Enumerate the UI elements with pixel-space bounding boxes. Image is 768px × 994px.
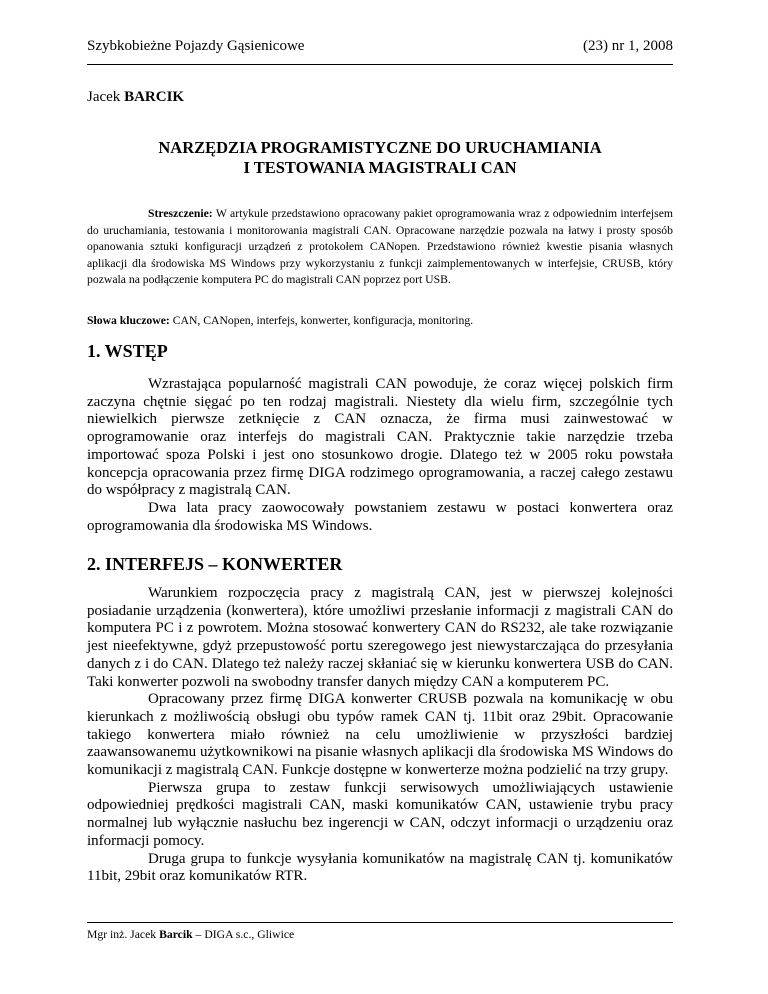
- journal-name: Szybkobieżne Pojazdy Gąsienicowe: [87, 38, 305, 54]
- paragraph: Wzrastająca popularność magistrali CAN powoduje, że coraz więcej polskich firm zaczyna chętnie sięgać po ten rodzaj magistrali. Niestety dla wielu firm, szczególnie tych niewielkich pierwsze zetknięcie z CAN oznacza, że firma musi zainwestować w oprogramowanie oraz interfejs do magistrali CAN. Praktycznie takie narzędzie trzeba importować spoza Polski i jest ono stosunkowo drogie. Dlatego też w 2005 roku powstała koncepcja opracowania przez firmę DIGA rodzimego oprogramowania, a raczej całego zestawu do współpracy z magistralą CAN.: [87, 376, 673, 499]
- author-line: [87, 89, 184, 106]
- paragraph: Warunkiem rozpoczęcia pracy z magistralą CAN, jest w pierwszej kolejności posiadanie urządzenia (konwertera), które umożliwi przesłanie informacji z magistrali CAN do komputera PC i z powrotem. Można stosować konwertery CAN do RS232, ale take rozwiązanie jest nieefektywne, gdyż przepustowość portu szeregowego jest niewystarczająca do przesyłania danych z i do CAN. Dlatego też należy raczej skłaniać się w kierunku konwertera USB do CAN. Taki konwerter pozwoli na swobodny transfer danych między CAN a komputerem PC.: [87, 585, 673, 690]
- running-header: [87, 38, 673, 65]
- issue-number: (23) nr 1, 2008: [583, 38, 673, 54]
- keywords-text: CAN, CANopen, interfejs, konwerter, konfiguracja, monitoring.: [172, 314, 474, 327]
- footer-name: Barcik: [159, 928, 193, 941]
- paper-title: [87, 138, 673, 178]
- title-line-2: I TESTOWANIA MAGISTRALI CAN: [243, 158, 517, 177]
- author-last-name: BARCIK: [124, 89, 185, 105]
- paragraph: Pierwsza grupa to zestaw funkcji serwisowych umożliwiających ustawienie odpowiedniej prędkości magistrali CAN, maski komunikatów CAN, ustawienie trybu pracy normalnej lub wyłącznie nasłuchu bez ingerencji w CAN, odczyt informacji o urządzeniu oraz informacji pomocy.: [87, 779, 673, 849]
- abstract: [87, 206, 673, 289]
- section-body-wstep: [87, 376, 673, 535]
- keywords-label: Słowa kluczowe:: [87, 314, 170, 327]
- paragraph: Opracowany przez firmę DIGA konwerter CRUSB pozwala na komunikację w obu kierunkach z możliwością obsługi obu typów ramek CAN tj. 11bit oraz 29bit. Opracowanie takiego konwertera miało również na celu umożliwienie w przyszłości bardziej zaawansowanemu użytkownikowi na pisanie własnych aplikacji dla środowiska MS Windows do komunikacji z magistralą CAN. Funkcje dostępne w konwerterze można podzielić na trzy grupy.: [87, 691, 673, 779]
- footnote-affiliation: [87, 922, 673, 941]
- section-heading-wstep: 1. WSTĘP: [87, 341, 168, 361]
- author-first-name: Jacek: [87, 89, 121, 105]
- abstract-text: W artykule przedstawiono opracowany pakiet oprogramowania wraz z odpowiednim interfejsem do uruchamiania, testowania i monitorowania magistrali CAN. Opracowane narzędzie pozwala na łatwy i prosty sposób opanowania sztuki konfiguracji urządzeń z protokołem CANopen. Przedstawiono również kwestie pisania własnych aplikacji dla środowiska MS Windows przy wykorzystaniu z funkcji zaimplementowanych w interfejsie, CRUSB, który pozwala na podłączenie komputera PC do magistrali CAN poprzez port USB.: [87, 207, 673, 286]
- footer-prefix: Mgr inż. Jacek: [87, 928, 160, 941]
- paragraph: Druga grupa to funkcje wysyłania komunikatów na magistralę CAN tj. komunikatów 11bit, 29bit oraz komunikatów RTR.: [87, 850, 673, 885]
- keywords: [87, 313, 673, 329]
- abstract-label: Streszczenie:: [148, 207, 213, 220]
- section-body-interfejs: [87, 585, 673, 886]
- section-heading-interfejs: 2. INTERFEJS – KONWERTER: [87, 554, 343, 574]
- footer-suffix: – DIGA s.c., Gliwice: [192, 928, 295, 941]
- paragraph: Dwa lata pracy zaowocowały powstaniem zestawu w postaci konwertera oraz oprogramowania dla środowiska MS Windows.: [87, 499, 673, 534]
- title-line-1: NARZĘDZIA PROGRAMISTYCZNE DO URUCHAMIANIA: [158, 138, 602, 157]
